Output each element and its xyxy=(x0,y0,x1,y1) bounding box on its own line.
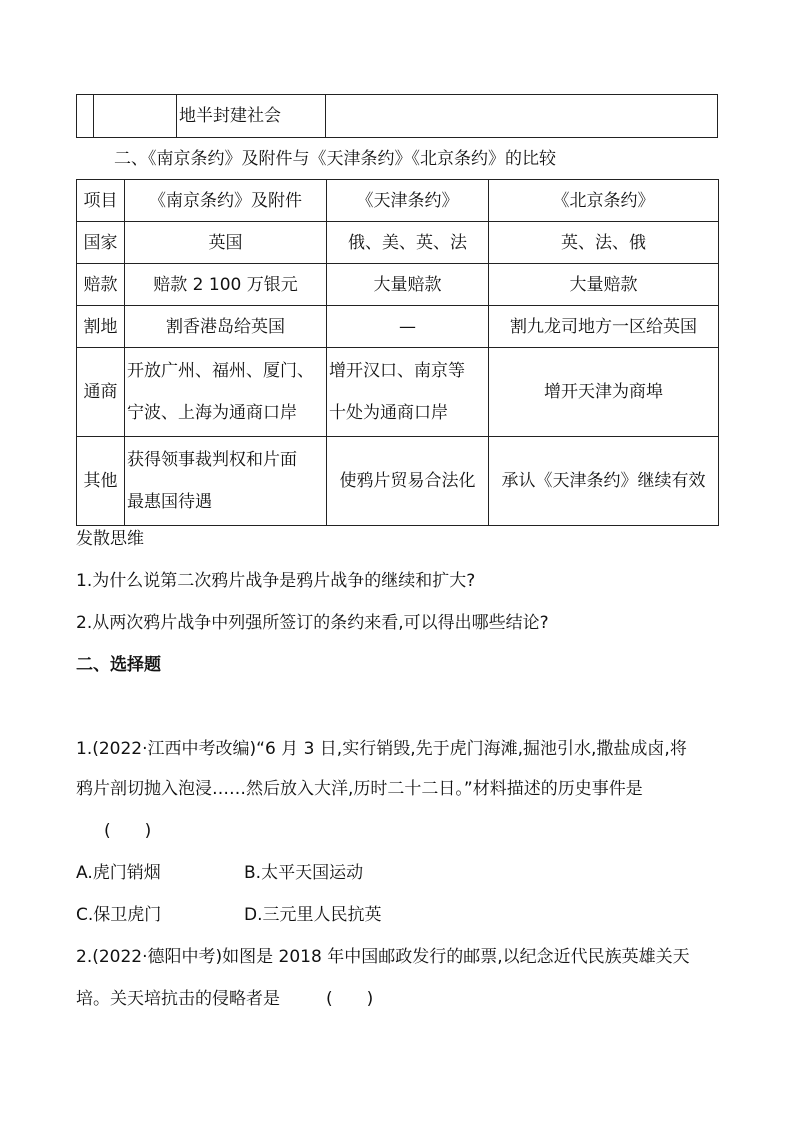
question-2-line-1: 2.(2022·德阳中考)如图是 2018 年中国邮政发行的邮票,以纪念近代民族英雄关天 xyxy=(76,947,690,967)
table-row xyxy=(77,348,719,437)
cell-line: 开放广州、福州、厦门、 xyxy=(127,361,314,381)
table-cell: 俄、美、英、法 xyxy=(327,222,489,264)
thinking-question-1: 1.为什么说第二次鸦片战争是鸦片战争的继续和扩大? xyxy=(76,571,476,591)
row-label: 通商 xyxy=(77,348,125,437)
table-cell xyxy=(125,348,327,437)
table-cell: 大量赔款 xyxy=(327,264,489,306)
table-cell: 承认《天津条约》继续有效 xyxy=(489,437,719,526)
row-label: 其他 xyxy=(77,437,125,526)
question-1-line-2: 鸦片剖切抛入泡浸……然后放入大洋,历时二十二日。”材料描述的历史事件是 xyxy=(76,779,643,799)
cell-line: 增开汉口、南京等 xyxy=(329,361,465,381)
thinking-question-2: 2.从两次鸦片战争中列强所签订的条约来看,可以得出哪些结论? xyxy=(76,613,549,633)
row-label: 割地 xyxy=(77,306,125,348)
option-c[interactable]: C.保卫虎门 xyxy=(76,905,162,925)
choice-section-heading: 二、选择题 xyxy=(76,655,161,675)
header-cell: 《天津条约》 xyxy=(327,180,489,222)
option-b[interactable]: B.太平天国运动 xyxy=(244,863,364,883)
header-cell: 《北京条约》 xyxy=(489,180,719,222)
cell-line: 宁波、上海为通商口岸 xyxy=(127,403,297,423)
top-table-cell-1 xyxy=(77,95,94,138)
table-row xyxy=(77,306,719,348)
table-cell: 割香港岛给英国 xyxy=(125,306,327,348)
table-cell: 使鸦片贸易合法化 xyxy=(327,437,489,526)
thinking-title: 发散思维 xyxy=(76,529,144,549)
table-cell: 赔款 2 100 万银元 xyxy=(125,264,327,306)
header-cell: 项目 xyxy=(77,180,125,222)
top-table-cell-4 xyxy=(326,95,718,138)
table-cell: — xyxy=(327,306,489,348)
section-heading: 二、《南京条约》及附件与《天津条约》《北京条约》的比较 xyxy=(114,149,556,169)
row-label: 赔款 xyxy=(77,264,125,306)
table-cell: 割九龙司地方一区给英国 xyxy=(489,306,719,348)
answer-blank[interactable]: ( ) xyxy=(326,989,374,1009)
cell-line: 获得领事裁判权和片面 xyxy=(127,450,297,470)
top-table-cell-2 xyxy=(94,95,177,138)
header-cell: 《南京条约》及附件 xyxy=(125,180,327,222)
row-label: 国家 xyxy=(77,222,125,264)
table-row xyxy=(77,264,719,306)
cell-line: 十处为通商口岸 xyxy=(329,403,448,423)
cell-line: 最惠国待遇 xyxy=(127,492,212,512)
option-a[interactable]: A.虎门销烟 xyxy=(76,863,161,883)
table-cell xyxy=(125,437,327,526)
table-row xyxy=(77,222,719,264)
table-row xyxy=(77,437,719,526)
top-partial-table xyxy=(76,94,718,138)
table-cell: 增开天津为商埠 xyxy=(489,348,719,437)
comparison-table xyxy=(76,179,719,526)
top-table-cell-3: 地半封建社会 xyxy=(177,95,326,138)
table-cell: 英、法、俄 xyxy=(489,222,719,264)
table-cell: 大量赔款 xyxy=(489,264,719,306)
question-2-line-2: 培。关天培抗击的侵略者是 xyxy=(76,989,280,1009)
table-cell xyxy=(327,348,489,437)
option-d[interactable]: D.三元里人民抗英 xyxy=(244,905,382,925)
table-header-row xyxy=(77,180,719,222)
answer-blank[interactable]: ( ) xyxy=(104,821,152,841)
question-1-line-1: 1.(2022·江西中考改编)“6 月 3 日,实行销毁,先于虎门海滩,掘池引水,撒盐成卤,将 xyxy=(76,739,687,759)
table-cell: 英国 xyxy=(125,222,327,264)
